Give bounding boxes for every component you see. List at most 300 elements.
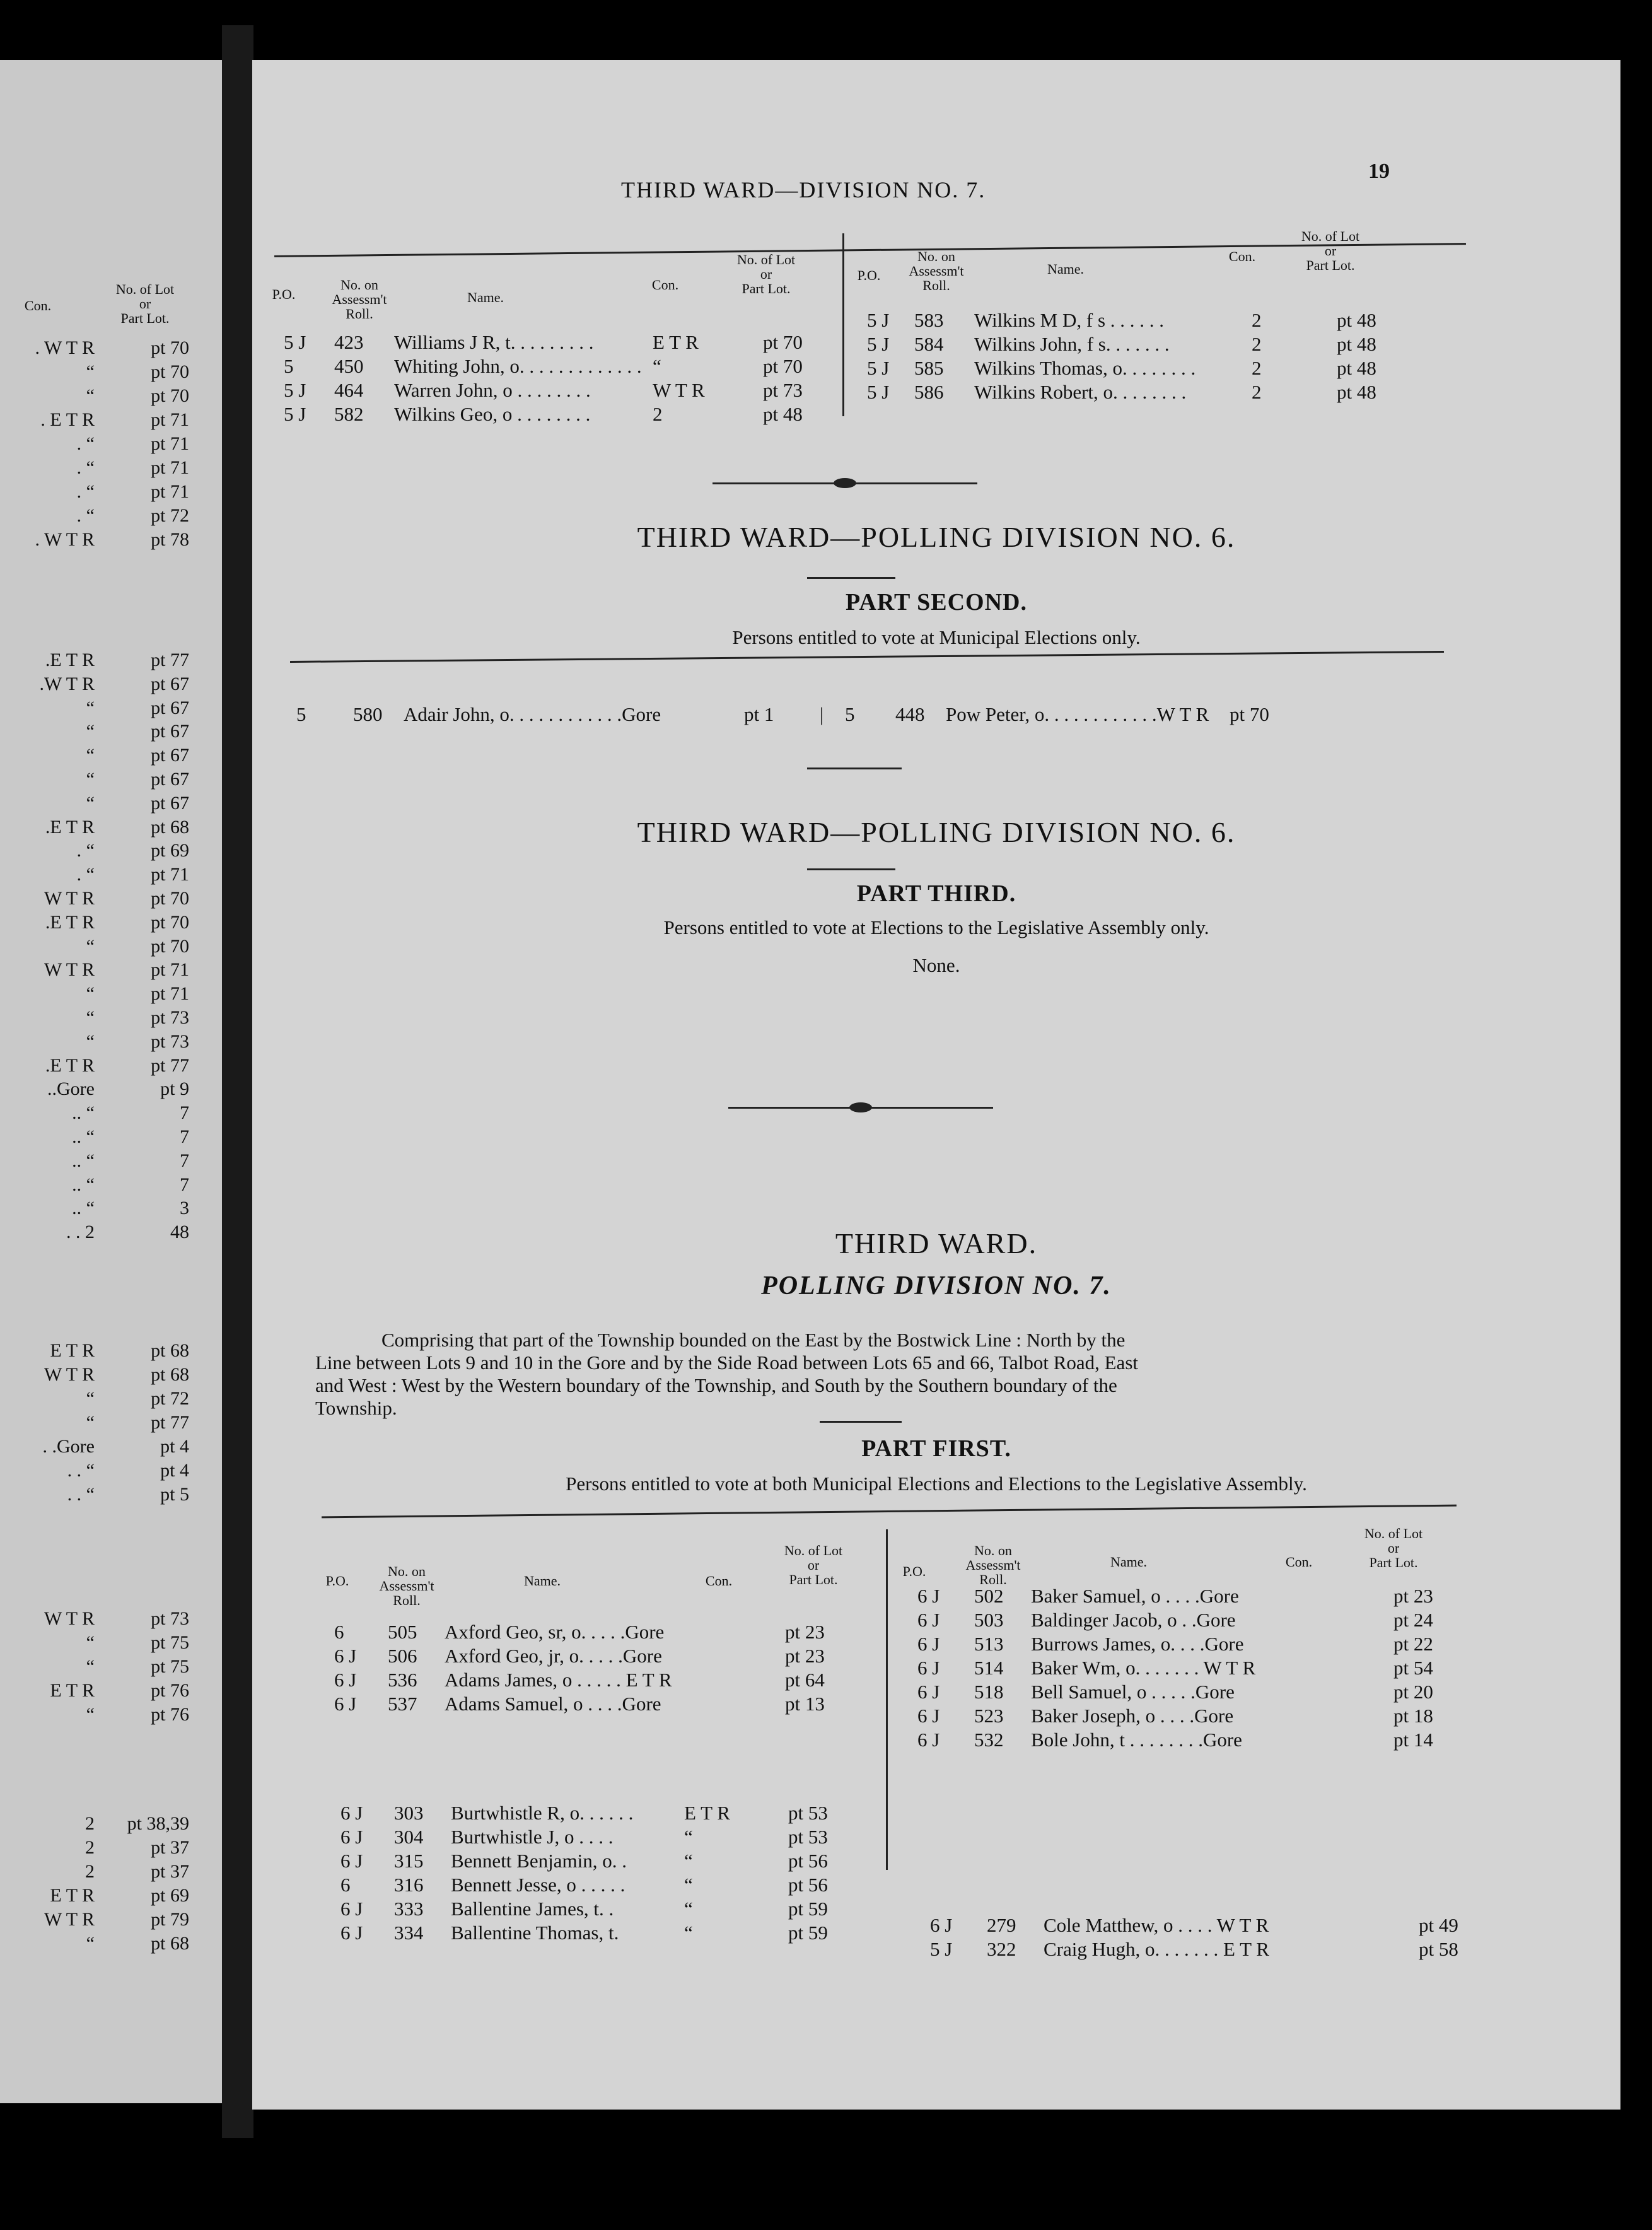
row-lot: pt 56 bbox=[788, 1874, 828, 1896]
left-fragment-lot: pt 68 bbox=[151, 816, 189, 838]
left-fragment-con: . “ bbox=[76, 433, 95, 454]
row-name: Wilkins Thomas, o. . . . . . . . bbox=[974, 357, 1196, 379]
left-fragment-lot: 7 bbox=[180, 1174, 189, 1195]
left-fragment-row bbox=[0, 1150, 222, 1174]
table-header-po: P.O. bbox=[272, 286, 296, 302]
left-fragment-lot: pt 67 bbox=[151, 792, 189, 814]
left-fragment-row bbox=[0, 1174, 222, 1198]
left-fragment-lot: pt 67 bbox=[151, 769, 189, 790]
left-fragment-con: . “ bbox=[76, 457, 95, 478]
table-row bbox=[930, 1914, 1498, 1938]
left-fragment-lot: pt 70 bbox=[151, 911, 189, 933]
section4-table-divider bbox=[886, 1529, 888, 1870]
top-table-divider bbox=[842, 233, 844, 416]
section2-title: THIRD WARD—POLLING DIVISION NO. 6. bbox=[637, 521, 1236, 553]
left-fragment-row bbox=[0, 674, 222, 698]
row-lot: pt 49 bbox=[1419, 1914, 1458, 1936]
left-fragment-lot: pt 72 bbox=[151, 505, 189, 526]
book-spine bbox=[222, 25, 253, 2138]
row-roll: 514 bbox=[974, 1657, 1004, 1679]
row-name: Wilkins John, f s. . . . . . . bbox=[974, 333, 1170, 355]
left-fragment-lot: pt 73 bbox=[151, 1608, 189, 1629]
ornament-divider bbox=[728, 1107, 993, 1109]
left-fragment-con: “ bbox=[86, 385, 95, 406]
row-lot: pt 23 bbox=[1393, 1585, 1433, 1607]
row-lot: pt 73 bbox=[763, 379, 803, 401]
row-name: Cole Matthew, o . . . . W T R bbox=[1044, 1914, 1269, 1936]
entry-po: 5 bbox=[296, 703, 306, 725]
left-fragment-lot: 48 bbox=[170, 1222, 189, 1243]
left-fragment-row bbox=[0, 745, 222, 769]
left-fragment-con: .. “ bbox=[72, 1174, 95, 1195]
row-name: Axford Geo, jr, o. . . . .Gore bbox=[445, 1645, 662, 1667]
row-lot: pt 48 bbox=[1337, 333, 1376, 355]
row-con: “ bbox=[684, 1850, 693, 1872]
row-roll: 304 bbox=[394, 1826, 424, 1848]
left-fragment-row bbox=[0, 650, 222, 674]
left-fragment-con: “ bbox=[86, 745, 95, 766]
left-fragment-con: “ bbox=[86, 935, 95, 957]
row-po: 6 J bbox=[917, 1681, 940, 1703]
left-fragment-con: . W T R bbox=[35, 337, 95, 358]
row-lot: pt 48 bbox=[1337, 309, 1376, 331]
row-name: Burtwhistle R, o. . . . . . bbox=[451, 1802, 634, 1824]
table-row bbox=[340, 1874, 883, 1898]
left-fragment-row bbox=[0, 1031, 222, 1055]
left-fragment-lot: pt 71 bbox=[151, 864, 189, 885]
row-con: “ bbox=[684, 1826, 693, 1848]
left-fragment-con: “ bbox=[86, 769, 95, 790]
section3-short-rule bbox=[807, 868, 895, 870]
table-header-roll: No. on Assessm't Roll. bbox=[965, 1543, 1021, 1588]
left-fragment-row bbox=[0, 409, 222, 433]
table-header-name: Name. bbox=[523, 1573, 561, 1589]
left-fragment-con: . W T R bbox=[35, 529, 95, 550]
row-roll: 537 bbox=[388, 1693, 417, 1715]
left-fragment-lot: pt 69 bbox=[151, 840, 189, 861]
row-roll: 333 bbox=[394, 1898, 424, 1920]
row-po: 6 J bbox=[334, 1693, 357, 1715]
row-lot: pt 13 bbox=[785, 1693, 825, 1715]
left-fragment-lot: pt 76 bbox=[151, 1680, 189, 1701]
left-fragment-con: .E T R bbox=[45, 650, 95, 670]
entry-lot: pt 1 bbox=[744, 703, 774, 725]
left-fragment-row bbox=[0, 385, 222, 409]
left-fragment-lot: pt 75 bbox=[151, 1632, 189, 1653]
left-fragment-con: “ bbox=[86, 1704, 95, 1725]
left-fragment-row bbox=[0, 505, 222, 529]
row-lot: pt 59 bbox=[788, 1898, 828, 1920]
row-lot: pt 70 bbox=[763, 355, 803, 377]
left-fragment-row bbox=[0, 983, 222, 1007]
left-fragment-con: .. “ bbox=[72, 1150, 95, 1171]
left-fragment-con: “ bbox=[86, 1030, 95, 1052]
row-roll: 532 bbox=[974, 1729, 1004, 1751]
left-fragment-con: “ bbox=[86, 721, 95, 742]
row-name: Williams J R, t. . . . . . . . . bbox=[394, 331, 594, 353]
left-fragment-lot: pt 68 bbox=[151, 1933, 189, 1954]
table-row bbox=[340, 1898, 883, 1922]
row-name: Burrows James, o. . . .Gore bbox=[1031, 1633, 1244, 1655]
table-header-con: Con. bbox=[1285, 1554, 1313, 1570]
row-name: Baker Samuel, o . . . .Gore bbox=[1031, 1585, 1239, 1607]
page bbox=[252, 60, 1620, 2110]
left-fragment-lot: pt 4 bbox=[160, 1436, 189, 1457]
table-row bbox=[917, 1657, 1485, 1681]
left-fragment-lot: pt 73 bbox=[151, 1007, 189, 1028]
table-row bbox=[340, 1850, 883, 1874]
row-name: Wilkins Robert, o. . . . . . . . bbox=[974, 381, 1187, 403]
left-fragment-lot: pt 71 bbox=[151, 983, 189, 1005]
section4-subtitle: Persons entitled to vote at both Municipal Elections and Elections to the Legislative Assembly. bbox=[566, 1473, 1307, 1495]
row-roll: 423 bbox=[334, 331, 364, 353]
left-fragment-lot: pt 70 bbox=[151, 385, 189, 406]
left-fragment-con: W T R bbox=[44, 959, 95, 981]
entry-lot: pt 70 bbox=[1230, 703, 1269, 725]
left-fragment-row bbox=[0, 1007, 222, 1031]
left-fragment-con: W T R bbox=[44, 1364, 95, 1385]
row-po: 6 J bbox=[917, 1633, 940, 1655]
table-header-name: Name. bbox=[1047, 261, 1085, 277]
left-fragment-row bbox=[0, 1340, 222, 1364]
row-roll: 506 bbox=[388, 1645, 417, 1667]
left-fragment-con: . . “ bbox=[67, 1484, 95, 1505]
row-po: 6 J bbox=[340, 1922, 363, 1944]
left-fragment-row bbox=[0, 1364, 222, 1388]
row-name: Wilkins Geo, o . . . . . . . . bbox=[394, 403, 591, 425]
section2-short-rule bbox=[807, 577, 895, 579]
left-fragment-con: “ bbox=[86, 1388, 95, 1409]
left-fragment-row bbox=[0, 888, 222, 912]
left-fragment-con: 2 bbox=[85, 1837, 95, 1858]
table-header-con: Con. bbox=[651, 277, 679, 293]
left-fragment-lot: pt 72 bbox=[151, 1388, 189, 1409]
left-fragment-lot: pt 38,39 bbox=[127, 1813, 189, 1834]
left-fragment-row bbox=[0, 936, 222, 960]
row-name: Burtwhistle J, o . . . . bbox=[451, 1826, 614, 1848]
left-fragment-con: . “ bbox=[76, 864, 95, 885]
row-con: E T R bbox=[653, 331, 699, 353]
row-po: 5 bbox=[284, 355, 294, 377]
left-fragment-lot: pt 9 bbox=[160, 1078, 189, 1100]
row-roll: 315 bbox=[394, 1850, 424, 1872]
left-fragment-lot: pt 37 bbox=[151, 1837, 189, 1858]
row-po: 5 J bbox=[867, 357, 890, 379]
row-lot: pt 23 bbox=[785, 1621, 825, 1643]
left-fragment-lot: pt 73 bbox=[151, 1030, 189, 1052]
left-fragment-con: “ bbox=[86, 1933, 95, 1954]
section2-subtitle: Persons entitled to vote at Municipal Elections only. bbox=[732, 626, 1141, 648]
section2-rule bbox=[290, 651, 1444, 663]
left-fragment-row bbox=[0, 1198, 222, 1222]
left-fragment-lot: pt 71 bbox=[151, 457, 189, 478]
row-po: 5 J bbox=[284, 379, 306, 401]
left-fragment-row bbox=[0, 1055, 222, 1079]
row-lot: pt 18 bbox=[1393, 1705, 1433, 1727]
row-lot: pt 14 bbox=[1393, 1729, 1433, 1751]
description-line: Line between Lots 9 and 10 in the Gore and by the Side Road between Lots 65 and 66, Talbot Road, East bbox=[315, 1351, 1138, 1374]
left-fragment-con: 2 bbox=[85, 1813, 95, 1834]
table-header-lot: No. of Lot or Part Lot. bbox=[1301, 228, 1360, 274]
table-row bbox=[917, 1633, 1485, 1657]
row-con: “ bbox=[653, 355, 661, 377]
left-fragment-lot: pt 67 bbox=[151, 721, 189, 742]
left-fragment-con: “ bbox=[86, 792, 95, 814]
left-fragment-row bbox=[0, 1933, 222, 1957]
left-fragment-row bbox=[0, 1861, 222, 1885]
row-con: 2 bbox=[1252, 309, 1262, 331]
row-po: 6 J bbox=[340, 1898, 363, 1920]
table-header-lot: No. of Lot or Part Lot. bbox=[1364, 1526, 1423, 1571]
row-po: 6 J bbox=[917, 1657, 940, 1679]
left-fragment-con: . . 2 bbox=[66, 1222, 95, 1243]
row-roll: 502 bbox=[974, 1585, 1004, 1607]
table-row bbox=[917, 1729, 1485, 1753]
left-fragment-row bbox=[0, 1813, 222, 1837]
table-row bbox=[334, 1621, 876, 1645]
left-fragment-row bbox=[0, 1388, 222, 1412]
row-con: 2 bbox=[1252, 333, 1262, 355]
row-lot: pt 53 bbox=[788, 1802, 828, 1824]
left-fragment-row bbox=[0, 1436, 222, 1460]
description-line: Township. bbox=[315, 1397, 397, 1419]
left-fragment-con: “ bbox=[86, 1007, 95, 1028]
left-fragment-con: . “ bbox=[76, 481, 95, 502]
row-lot: pt 24 bbox=[1393, 1609, 1433, 1631]
left-fragment-con: . “ bbox=[76, 840, 95, 861]
row-name: Bennett Jesse, o . . . . . bbox=[451, 1874, 625, 1896]
table-header-po: P.O. bbox=[902, 1563, 926, 1579]
left-fragment-con: .. “ bbox=[72, 1198, 95, 1219]
row-name: Ballentine Thomas, t. bbox=[451, 1922, 619, 1944]
row-roll: 536 bbox=[388, 1669, 417, 1691]
table-header-con: Con. bbox=[705, 1573, 733, 1589]
left-fragment-con: ..Gore bbox=[47, 1078, 95, 1100]
section4-title: THIRD WARD. bbox=[835, 1227, 1038, 1259]
row-name: Adams Samuel, o . . . .Gore bbox=[445, 1693, 661, 1715]
left-fragment-row bbox=[0, 457, 222, 481]
left-fragment-row bbox=[0, 912, 222, 936]
section4-part: PART FIRST. bbox=[861, 1435, 1011, 1462]
description-line: Comprising that part of the Township bounded on the East by the Bostwick Line : North by the bbox=[381, 1329, 1126, 1351]
left-fragment-con: “ bbox=[86, 983, 95, 1005]
left-fragment-row bbox=[0, 433, 222, 457]
left-fragment-lot: pt 67 bbox=[151, 697, 189, 718]
short-rule bbox=[807, 768, 902, 769]
left-fragment-row bbox=[0, 721, 222, 745]
left-fragment-con: .E T R bbox=[45, 816, 95, 838]
left-fragment-lot: pt 5 bbox=[160, 1484, 189, 1505]
left-fragment-row bbox=[0, 959, 222, 983]
row-name: Baker Joseph, o . . . .Gore bbox=[1031, 1705, 1234, 1727]
table-header-lot: No. of Lot or Part Lot. bbox=[736, 252, 796, 297]
row-con: 2 bbox=[653, 403, 663, 425]
left-fragment-lot: pt 67 bbox=[151, 673, 189, 694]
left-fragment-row bbox=[0, 840, 222, 864]
left-fragment-row bbox=[0, 481, 222, 505]
table-row bbox=[340, 1802, 883, 1826]
row-po: 6 J bbox=[340, 1802, 363, 1824]
left-fragment-con: “ bbox=[86, 1412, 95, 1433]
table-row bbox=[334, 1669, 876, 1693]
row-po: 6 J bbox=[334, 1645, 357, 1667]
page-number: 19 bbox=[1368, 160, 1390, 183]
left-fragment-row bbox=[0, 1837, 222, 1861]
row-po: 5 J bbox=[284, 403, 306, 425]
description-line: and West : West by the Western boundary of the Township, and South by the Southern boundary of the bbox=[315, 1374, 1117, 1396]
row-po: 6 J bbox=[334, 1669, 357, 1691]
left-fragment-row bbox=[0, 1222, 222, 1246]
table-header-roll: No. on Assessm't Roll. bbox=[332, 277, 387, 322]
table-row bbox=[334, 1645, 876, 1669]
section4-rule bbox=[322, 1505, 1457, 1519]
left-fragment-con: 2 bbox=[85, 1861, 95, 1882]
row-po: 6 bbox=[334, 1621, 344, 1643]
row-roll: 582 bbox=[334, 403, 364, 425]
row-lot: pt 59 bbox=[788, 1922, 828, 1944]
row-name: Wilkins M D, f s . . . . . . bbox=[974, 309, 1165, 331]
table-row bbox=[284, 403, 839, 427]
entry-name: Pow Peter, o. . . . . . . . . . . .W T R bbox=[946, 703, 1209, 725]
row-roll: 464 bbox=[334, 379, 364, 401]
row-lot: pt 22 bbox=[1393, 1633, 1433, 1655]
row-lot: pt 48 bbox=[763, 403, 803, 425]
left-fragment-row bbox=[0, 1608, 222, 1632]
row-con: “ bbox=[684, 1922, 693, 1944]
table-row bbox=[867, 309, 1434, 333]
row-name: Craig Hugh, o. . . . . . . E T R bbox=[1044, 1938, 1269, 1960]
left-fragment-con: . . “ bbox=[67, 1460, 95, 1481]
row-roll: 518 bbox=[974, 1681, 1004, 1703]
left-fragment-row bbox=[0, 529, 222, 553]
row-po: 5 J bbox=[867, 309, 890, 331]
row-name: Warren John, o . . . . . . . . bbox=[394, 379, 591, 401]
table-row bbox=[867, 381, 1434, 405]
left-fragment-row bbox=[0, 337, 222, 361]
table-header-po: P.O. bbox=[857, 267, 881, 283]
left-fragment-lot: 3 bbox=[180, 1198, 189, 1219]
row-roll: 584 bbox=[914, 333, 944, 355]
row-po: 5 J bbox=[867, 381, 890, 403]
table-row bbox=[867, 333, 1434, 357]
row-name: Adams James, o . . . . . E T R bbox=[445, 1669, 672, 1691]
row-name: Baker Wm, o. . . . . . . W T R bbox=[1031, 1657, 1256, 1679]
ornament-divider bbox=[713, 482, 977, 484]
section2-part: PART SECOND. bbox=[846, 589, 1027, 616]
left-fragment-con: “ bbox=[86, 1656, 95, 1677]
table-row bbox=[917, 1585, 1485, 1609]
left-fragment-row bbox=[0, 864, 222, 888]
section3-title: THIRD WARD—POLLING DIVISION NO. 6. bbox=[637, 816, 1236, 848]
left-fragment-lot: pt 4 bbox=[160, 1460, 189, 1481]
left-fragment-row bbox=[0, 1484, 222, 1508]
left-fragment-row bbox=[0, 1909, 222, 1933]
left-fragment-row bbox=[0, 1656, 222, 1680]
row-lot: pt 20 bbox=[1393, 1681, 1433, 1703]
left-fragment-con: .. “ bbox=[72, 1126, 95, 1147]
left-fragment-con: .E T R bbox=[45, 1054, 95, 1076]
section4-short-rule bbox=[820, 1421, 902, 1423]
table-header-name: Name. bbox=[467, 289, 504, 305]
row-roll: 513 bbox=[974, 1633, 1004, 1655]
left-fragment-row bbox=[0, 1102, 222, 1126]
left-fragment-con: W T R bbox=[44, 1608, 95, 1629]
section3-none: None. bbox=[912, 954, 960, 976]
section4-division: POLLING DIVISION NO. 7. bbox=[761, 1271, 1112, 1300]
table-row bbox=[334, 1693, 876, 1717]
row-roll: 316 bbox=[394, 1874, 424, 1896]
table-row bbox=[284, 379, 839, 403]
table-row bbox=[340, 1922, 883, 1946]
table-row bbox=[284, 331, 839, 355]
row-roll: 322 bbox=[987, 1938, 1016, 1960]
left-fragment-lot: pt 68 bbox=[151, 1340, 189, 1361]
left-fragment-con: .W T R bbox=[39, 673, 95, 694]
row-con: E T R bbox=[684, 1802, 730, 1824]
left-fragment-lot: pt 77 bbox=[151, 1412, 189, 1433]
left-fragment-lot: pt 77 bbox=[151, 650, 189, 670]
table-row bbox=[867, 357, 1434, 381]
left-fragment-con: . E T R bbox=[40, 409, 95, 430]
row-name: Ballentine James, t. . bbox=[451, 1898, 614, 1920]
row-lot: pt 56 bbox=[788, 1850, 828, 1872]
row-po: 6 J bbox=[917, 1609, 940, 1631]
table-header-po: P.O. bbox=[325, 1573, 349, 1589]
row-lot: pt 58 bbox=[1419, 1938, 1458, 1960]
left-fragment-con: E T R bbox=[50, 1340, 95, 1361]
row-roll: 450 bbox=[334, 355, 364, 377]
row-po: 5 J bbox=[284, 331, 306, 353]
left-fragment-lot: pt 70 bbox=[151, 935, 189, 957]
row-name: Bennett Benjamin, o. . bbox=[451, 1850, 627, 1872]
row-roll: 583 bbox=[914, 309, 944, 331]
left-fragment-row bbox=[0, 1632, 222, 1656]
row-lot: pt 48 bbox=[1337, 357, 1376, 379]
table-row bbox=[917, 1609, 1485, 1633]
left-con-header: Con. bbox=[24, 298, 52, 313]
entry-roll: 448 bbox=[895, 703, 925, 725]
entry-divider: | bbox=[820, 703, 824, 725]
row-po: 6 J bbox=[340, 1826, 363, 1848]
left-fragment-lot: 7 bbox=[180, 1126, 189, 1147]
left-fragment-lot: pt 77 bbox=[151, 1054, 189, 1076]
left-fragment-con: .. “ bbox=[72, 1102, 95, 1124]
section2-entry bbox=[296, 703, 1431, 727]
row-name: Whiting John, o. . . . . . . . . . . . . bbox=[394, 355, 642, 377]
row-po: 6 J bbox=[930, 1914, 953, 1936]
left-fragment-lot: pt 71 bbox=[151, 481, 189, 502]
left-fragment-row bbox=[0, 1460, 222, 1484]
row-po: 5 J bbox=[867, 333, 890, 355]
row-roll: 586 bbox=[914, 381, 944, 403]
row-con: W T R bbox=[653, 379, 705, 401]
row-con: 2 bbox=[1252, 357, 1262, 379]
left-fragment-row bbox=[0, 1680, 222, 1704]
row-po: 6 bbox=[340, 1874, 351, 1896]
row-name: Bell Samuel, o . . . . .Gore bbox=[1031, 1681, 1235, 1703]
running-head: THIRD WARD—DIVISION NO. 7. bbox=[621, 177, 986, 202]
left-fragment-row bbox=[0, 1704, 222, 1728]
left-fragment-lot: pt 78 bbox=[151, 529, 189, 550]
table-row bbox=[284, 355, 839, 379]
left-fragment-lot: pt 71 bbox=[151, 409, 189, 430]
row-po: 6 J bbox=[340, 1850, 363, 1872]
row-name: Axford Geo, sr, o. . . . .Gore bbox=[445, 1621, 665, 1643]
left-fragment-row bbox=[0, 769, 222, 793]
left-fragment-lot: 7 bbox=[180, 1150, 189, 1171]
row-lot: pt 54 bbox=[1393, 1657, 1433, 1679]
row-con: “ bbox=[684, 1898, 693, 1920]
